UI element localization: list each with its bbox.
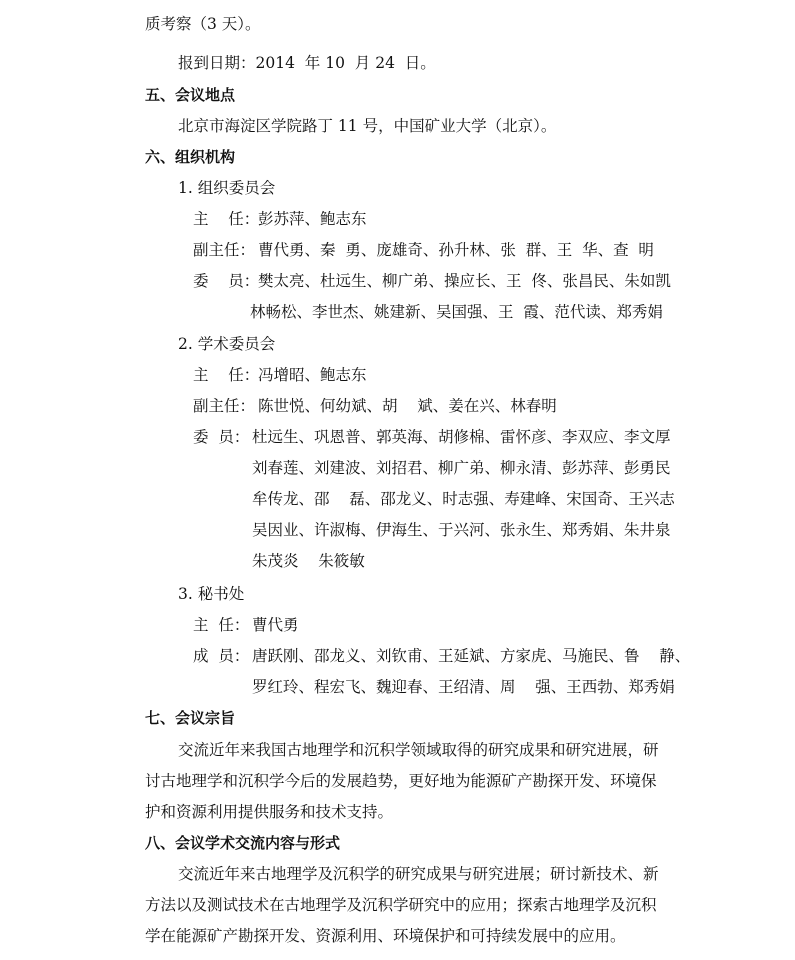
continuation-line: 质考察（3 天）。	[145, 15, 261, 33]
secretariat-chair-label: 主 任：	[193, 616, 250, 634]
org-chair: 彭苏萍、鲍志东	[258, 210, 367, 228]
content-paragraph-line: 方法以及测试技术在古地理学及沉积学研究中的应用；探索古地理学及沉积	[145, 896, 657, 914]
venue-address: 北京市海淀区学院路丁 11 号，中国矿业大学（北京）。	[178, 117, 557, 135]
content-paragraph-line: 交流近年来古地理学及沉积学的研究成果与研究进展；研讨新技术、新	[178, 865, 659, 883]
academic-members-line: 牟传龙、邵 磊、邵龙义、时志强、寿建峰、宋国奇、王兴志	[252, 490, 675, 508]
org-members-line: 林畅松、李世杰、姚建新、吴国强、王 霞、范代读、郑秀娟	[250, 303, 663, 321]
academic-members-line: 吴因业、许淑梅、伊海生、于兴河、张永生、郑秀娟、朱井泉	[252, 521, 671, 539]
academic-chair: 冯增昭、鲍志东	[258, 366, 367, 384]
section-heading-purpose: 七、会议宗旨	[145, 709, 236, 727]
academic-members-line: 刘春莲、刘建波、刘招君、柳广弟、柳永清、彭苏萍、彭勇民	[252, 459, 671, 477]
org-members-line: 樊太亮、杜远生、柳广弟、操应长、王 佟、张昌民、朱如凯	[258, 272, 671, 290]
section-heading-content: 八、会议学术交流内容与形式	[145, 834, 341, 852]
secretariat-member-label: 成 员：	[193, 647, 250, 665]
academic-member-label: 委 员：	[193, 428, 250, 446]
section-heading-venue: 五、会议地点	[145, 86, 236, 104]
subsection-title-academic: 2. 学术委员会	[178, 335, 276, 353]
section-heading-organization: 六、组织机构	[145, 148, 236, 166]
purpose-paragraph-line: 护和资源利用提供服务和技术支持。	[145, 803, 394, 821]
academic-vice: 陈世悦、何幼斌、胡 斌、姜在兴、林春明	[258, 397, 557, 415]
report-date: 报到日期：2014 年 10 月 24 日。	[178, 54, 436, 72]
secretariat-members-line: 唐跃刚、邵龙义、刘钦甫、王延斌、方家虎、马施民、鲁 静、	[252, 647, 691, 665]
purpose-paragraph-line: 交流近年来我国古地理学和沉积学领域取得的研究成果和研究进展，研	[178, 741, 659, 759]
secretariat-chair: 曹代勇	[252, 616, 299, 634]
content-paragraph-line: 学在能源矿产勘探开发、资源利用、环境保护和可持续发展中的应用。	[145, 927, 626, 945]
org-member-label: 委 员：	[193, 272, 260, 290]
academic-members-line: 朱茂炎 朱筱敏	[252, 552, 365, 570]
subsection-title-secretariat: 3. 秘书处	[178, 585, 245, 603]
org-chair-label: 主 任：	[193, 210, 260, 228]
subsection-title-organizing: 1. 组织委员会	[178, 179, 276, 197]
academic-members-line: 杜远生、巩恩普、郭英海、胡修棉、雷怀彦、李双应、李文厚	[252, 428, 671, 446]
org-vice-label: 副主任：	[193, 241, 256, 259]
purpose-paragraph-line: 讨古地理学和沉积学今后的发展趋势，更好地为能源矿产勘探开发、环境保	[145, 772, 657, 790]
academic-chair-label: 主 任：	[193, 366, 260, 384]
org-vice: 曹代勇、秦 勇、庞雄奇、孙升林、张 群、王 华、查 明	[258, 241, 654, 259]
academic-vice-label: 副主任：	[193, 397, 256, 415]
secretariat-members-line: 罗红玲、程宏飞、魏迎春、王绍清、周 强、王西勃、郑秀娟	[252, 678, 675, 696]
